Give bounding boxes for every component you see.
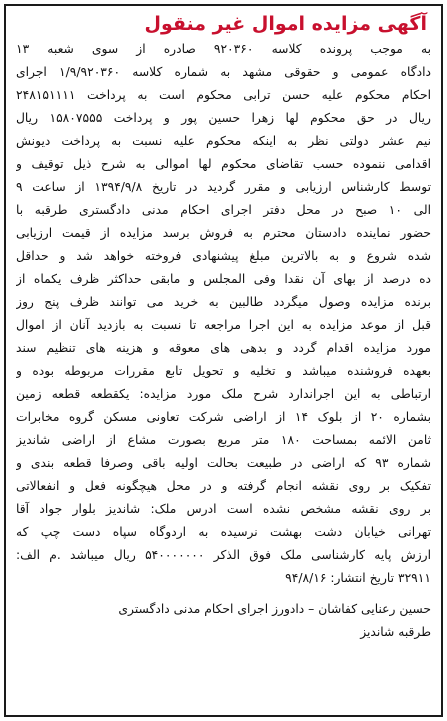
body-line: شده شروع و به بالاترین مبلغ پیشنهادی فروخته خواهد شد و حداقل (16, 249, 431, 263)
body-line: بشماره ۲۰ از بلوک ۱۴ از اراضی شرکت تعاونی مسکن گروه مخابرات (16, 410, 431, 424)
notice-title: آگهی مزایده اموال غیر منقول (144, 13, 427, 35)
body-line: توسط کارشناس ارزیابی و مقرر گردید در تاریخ ۱۳۹۴/۹/۸ از ساعت ۹ (16, 180, 431, 194)
body-line: ده درصد از بهای آن نقدا وفی المجلس و مابقی حداکثر ظرف یکماه از (16, 272, 431, 286)
body-line: ریال در حق محکوم لها زهرا حسین پور و پرداخت ۱۵۸۰۷۵۵۵ ریال (16, 111, 431, 125)
body-line: تهرانی خیابان دشت بهشت نرسیده به اردوگاه سپاه دست چپ که (16, 525, 431, 539)
notice-frame (4, 4, 443, 717)
body-line: حضور نماینده دادستان محترم به فروش برسد مزایده از قیمت ارزیابی (16, 226, 431, 240)
notice-body (16, 38, 431, 590)
signature-name-line: حسین رعنایی کفاشان – دادورز اجرای احکام مدنی دادگستری (118, 602, 431, 616)
body-line: شماره ۹۳ که اراضی در طبیعت بحالت اولیه باقی وصرفا قطعه بندی و (16, 456, 431, 470)
body-line: بعهده فروشنده میباشد و تخلیه و تحویل تابع مقررات مربوطه بوده و (16, 364, 431, 378)
body-line: به موجب پرونده کلاسه ۹۲۰۳۶۰ صادره از سوی شعبه ۱۳ (16, 42, 431, 56)
body-line-publication-date: ۳۲۹۱۱ تاریخ انتشار: ۹۴/۸/۱۶ (285, 571, 431, 585)
body-line: بر روی نقشه مشخص نشده است ادرس ملک: شاندیز بلوار جواد آقا (16, 502, 431, 516)
body-line: مورد مزایده اقدام گردد و بدهی های معوقه و هزینه های تنظیم سند (16, 341, 431, 355)
body-line: ارزش پایه کارشناسی ملک فوق الذکر ۵۴۰۰۰۰۰۰۰ ریال میباشد .م الف: (16, 548, 431, 562)
body-line: اقدامی ننموده حسب تقاضای محکوم لها اموالی به شرح ذیل توقیف و (16, 157, 431, 171)
signature-office-line: طرقبه شاندیز (360, 625, 431, 639)
body-line: ثامن الائمه بمساحت ۱۸۰ متر مربع بصورت مشاع از اراضی شاندیز (16, 433, 431, 447)
body-line: قبل از موعد مزایده به این اجرا مراجعه تا نسبت به بازدید آنان از اموال (16, 318, 431, 332)
body-line: احکام محکوم علیه حسن ترابی محکوم است به پرداخت ۲۴۸۱۵۱۱۱۱ (16, 88, 431, 102)
body-line: ارتباطی به این اجراندارد شرح ملک مورد مزایده: یکقطعه قطعه زمین (16, 387, 431, 401)
body-line: برنده مزایده وصول میگردد طالبین به خرید می توانند ظرف پنج روز (16, 295, 431, 309)
body-line: الی ۱۰ صبح در محل دفتر اجرای احکام مدنی دادگستری طرقبه با (16, 203, 431, 217)
body-line: تفکیک بر روی نقشه انجام گرفته و در محل هیچگونه فعل و انفعالاتی (16, 479, 431, 493)
body-line: نیم عشر دولتی نظر به اینکه محکوم علیه نسبت به پرداخت دیونش (16, 134, 431, 148)
signature-block (16, 598, 431, 644)
body-line: دادگاه عمومی و حقوقی مشهد به شماره کلاسه ۱/۹/۹۲۰۳۶۰ اجرای (16, 65, 431, 79)
